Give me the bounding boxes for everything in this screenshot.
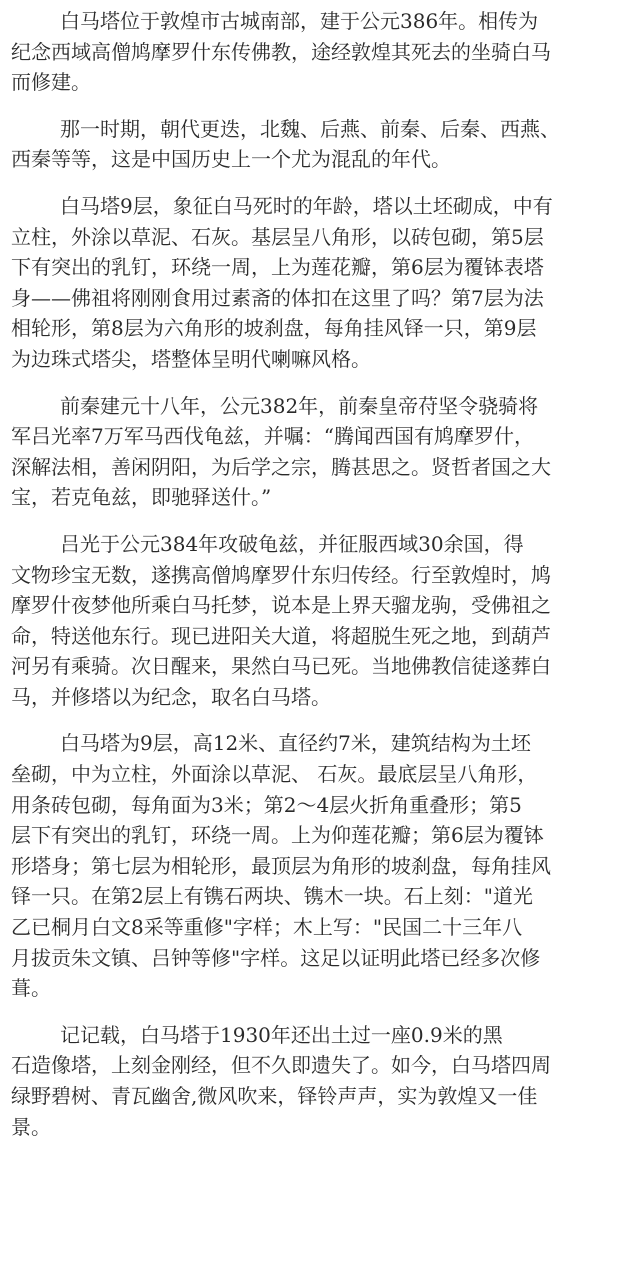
paragraph	[11, 98, 631, 175]
text-line: 相轮形，第8层为六角形的坡刹盘，每角挂风铎一只，第9层	[11, 316, 537, 341]
paragraph	[11, 175, 631, 375]
text-line: 那一时期，朝代更迭，北魏、后燕、前秦、后秦、西燕、	[60, 116, 560, 141]
text-line: 而修建。	[11, 70, 91, 95]
text-line: 身——佛祖将刚刚食用过素斋的体扣在这里了吗？第7层为法	[11, 285, 544, 310]
text-line: 马，并修塔以为纪念，取名白马塔。	[11, 684, 331, 709]
text-line: 前秦建元十八年，公元382年，前秦皇帝苻坚令骁骑将	[60, 393, 539, 418]
text-line: 深解法相，善闲阴阳，为后学之宗，腾甚思之。贤哲者国之大	[11, 454, 551, 479]
paragraph	[11, 0, 631, 98]
text-line: 命，特送他东行。现已进阳关大道，将超脱生死之地，到葫芦	[11, 623, 551, 648]
text-line: 葺。	[11, 976, 51, 1001]
paragraph	[11, 375, 631, 513]
text-line: 宝，若克龟兹，即驰驿送什。”	[11, 485, 272, 510]
text-line: 白马塔位于敦煌市古城南部，建于公元386年。相传为	[60, 9, 539, 33]
text-line: 下有突出的乳钉，环绕一周，上为莲花瓣，第6层为覆钵表塔	[11, 255, 544, 280]
text-line: 吕光于公元384年攻破龟兹，并征服西域30余国，得	[60, 531, 524, 556]
text-line: 立柱，外涂以草泥、石灰。基层呈八角形，以砖包砌，第5层	[11, 224, 544, 249]
text-line: 月拔贡朱文镇、吕钟等修"字样。这足以证明此塔已经多次修	[11, 945, 541, 970]
text-line: 垒砌，中为立柱，外面涂以草泥、 石灰。最底层呈八角形，	[11, 762, 538, 787]
text-line: 形塔身；第七层为相轮形，最顶层为角形的坡刹盘，每角挂风	[11, 853, 551, 878]
text-line: 为边珠式塔尖，塔整体呈明代喇嘛风格。	[11, 346, 371, 371]
text-line: 层下有突出的乳钉，环绕一周。上为仰莲花瓣；第6层为覆钵	[11, 823, 544, 848]
text-line: 记记载，白马塔于1930年还出土过一座0.9米的黑	[60, 1022, 503, 1047]
paragraph	[11, 712, 631, 1003]
text-line: 摩罗什夜梦他所乘白马托梦，说本是上界天骝龙驹，受佛祖之	[11, 593, 551, 618]
text-line: 石造像塔，上刻金刚经，但不久即遗失了。如今，白马塔四周	[11, 1053, 551, 1078]
text-line: 文物珍宝无数，遂携高僧鸠摩罗什东归传经。行至敦煌时，鸠	[11, 562, 551, 587]
text-line: 乙已桐月白文8采等重修"字样；木上写："民国二十三年八	[11, 915, 523, 940]
text-line: 白马塔9层，象征白马死时的年龄，塔以土坯砌成，中有	[60, 193, 553, 218]
text-line: 铎一只。在第2层上有镌石两块、镌木一块。石上刻："道光	[11, 884, 533, 909]
text-line: 河另有乘骑。次日醒来，果然白马已死。当地佛教信徒遂葬白	[11, 654, 551, 679]
text-line: 西秦等等，这是中国历史上一个尤为混乱的年代。	[11, 147, 451, 172]
text-line: 白马塔为9层，高12米、直径约7米，建筑结构为土坯	[60, 731, 531, 756]
text-line: 纪念西域高僧鸠摩罗什东传佛教，途经敦煌其死去的坐骑白马	[11, 39, 551, 64]
paragraph	[11, 1004, 631, 1142]
text-line: 绿野碧树、青瓦幽舍,微风吹来，铎铃声声，实为敦煌又一佳	[11, 1084, 538, 1108]
text-line: 军吕光率7万军马西伐龟兹，并嘱：“腾闻西国有鸠摩罗什，	[11, 424, 534, 449]
text-line: 用条砖包砌，每角面为3米；第2～4层火折角重叠形；第5	[11, 792, 522, 817]
text-line: 景。	[11, 1114, 51, 1139]
paragraph	[11, 513, 631, 713]
